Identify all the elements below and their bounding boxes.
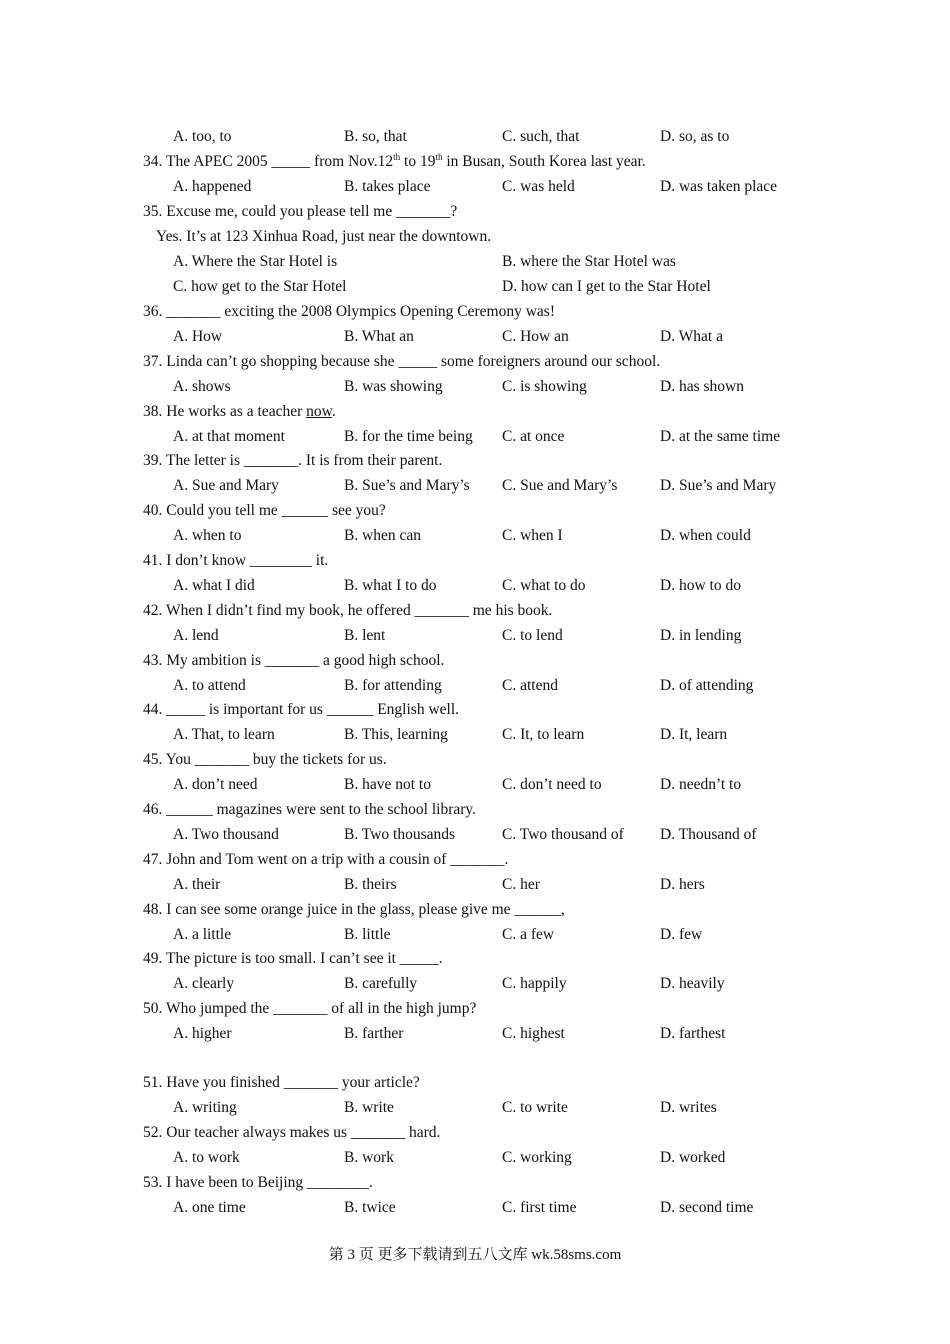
q48-option-a: A. a little [173,926,232,943]
q53-option-b: B. twice [344,1199,396,1216]
q36-option-c: C. How an [502,328,569,345]
q33-option-b: B. so, that [344,128,407,145]
q47-option-d: D. hers [660,876,705,893]
q38-underlined-word: now [306,403,332,420]
q50-stem: 50. Who jumped the _______ of all in the high jump? [143,1000,477,1017]
q34-stem: 34. The APEC 2005 _____ from Nov.12th to 19th in Busan, South Korea last year. [143,152,646,170]
q49-option-d: D. heavily [660,975,725,992]
q43-option-a: A. to attend [173,677,246,694]
q53-option-d: D. second time [660,1199,754,1216]
q46-option-b: B. Two thousands [344,826,456,843]
q47-option-a: A. their [173,876,221,893]
q47-option-b: B. theirs [344,876,397,893]
q35-option-b: B. where the Star Hotel was [502,253,676,270]
q36-option-a: A. How [173,328,223,345]
q43-stem: 43. My ambition is _______ a good high school. [143,652,445,669]
q46-option-c: C. Two thousand of [502,826,624,843]
q35-option-c: C. how get to the Star Hotel [173,278,347,295]
q47-option-c: C. her [502,876,540,893]
q46-option-d: D. Thousand of [660,826,757,843]
q48-stem: 48. I can see some orange juice in the glass, please give me ______, [143,901,565,918]
q35-stem: 35. Excuse me, could you please tell me _______? [143,203,458,220]
q35-option-a: A. Where the Star Hotel is [173,253,338,270]
q34-option-d: D. was taken place [660,178,778,195]
q52-option-a: A. to work [173,1149,240,1166]
q40-option-c: C. when I [502,527,563,544]
q34-option-b: B. takes place [344,178,431,195]
q50-option-b: B. farther [344,1025,404,1042]
q33-option-d: D. so, as to [660,128,730,145]
q42-stem: 42. When I didn’t find my book, he offered _______ me his book. [143,602,553,619]
q39-option-a: A. Sue and Mary [173,477,279,494]
q45-option-d: D. needn’t to [660,776,742,793]
q52-option-b: B. work [344,1149,394,1166]
q44-option-d: D. It, learn [660,726,728,743]
q46-stem: 46. ______ magazines were sent to the school library. [143,801,477,818]
q49-stem: 49. The picture is too small. I can’t see it _____. [143,950,443,967]
q41-stem: 41. I don’t know ________ it. [143,552,329,569]
q38-option-a: A. at that moment [173,428,285,445]
q49-option-b: B. carefully [344,975,418,992]
q46-option-a: A. Two thousand [173,826,279,843]
q33-option-c: C. such, that [502,128,580,145]
q51-option-b: B. write [344,1099,394,1116]
q52-stem: 52. Our teacher always makes us _______ hard. [143,1124,441,1141]
q42-option-c: C. to lend [502,627,563,644]
page-footer: 第 3 页 更多下载请到五八文库 wk.58sms.com [328,1247,622,1263]
q53-option-c: C. first time [502,1199,577,1216]
q48-option-d: D. few [660,926,703,943]
q44-option-a: A. That, to learn [173,726,275,743]
q36-stem: 36. _______ exciting the 2008 Olympics Opening Ceremony was! [143,303,555,320]
q39-option-c: C. Sue and Mary’s [502,477,618,494]
q53-stem: 53. I have been to Beijing ________. [143,1174,373,1191]
q40-option-d: D. when could [660,527,751,544]
q40-option-b: B. when can [344,527,422,544]
q45-option-c: C. don’t need to [502,776,602,793]
q39-option-b: B. Sue’s and Mary’s [344,477,470,494]
q38-option-b: B. for the time being [344,428,473,445]
q52-option-d: D. worked [660,1149,726,1166]
q36-option-b: B. What an [344,328,414,345]
q37-option-c: C. is showing [502,378,587,395]
q42-option-a: A. lend [173,627,219,644]
q44-option-c: C. It, to learn [502,726,585,743]
q38-stem: 38. He works as a teacher now. [143,403,336,420]
q51-option-c: C. to write [502,1099,568,1116]
q39-option-d: D. Sue’s and Mary [660,477,777,494]
q53-option-a: A. one time [173,1199,246,1216]
q45-stem: 45. You _______ buy the tickets for us. [143,751,387,768]
q49-option-a: A. clearly [173,975,235,992]
q47-stem: 47. John and Tom went on a trip with a cousin of _______. [143,851,509,868]
q35-option-d: D. how can I get to the Star Hotel [502,278,711,295]
q41-option-b: B. what I to do [344,577,437,594]
q51-stem: 51. Have you finished _______ your article? [143,1074,420,1091]
q48-option-c: C. a few [502,926,555,943]
q50-option-c: C. highest [502,1025,565,1042]
q37-option-a: A. shows [173,378,231,395]
q49-option-c: C. happily [502,975,567,992]
q50-option-d: D. farthest [660,1025,726,1042]
q40-stem: 40. Could you tell me ______ see you? [143,502,386,519]
q37-option-b: B. was showing [344,378,443,395]
q33-option-a: A. too, to [173,128,232,145]
q42-option-b: B. lent [344,627,386,644]
q52-option-c: C. working [502,1149,572,1166]
q43-option-d: D. of attending [660,677,754,694]
q43-option-b: B. for attending [344,677,442,694]
q42-option-d: D. in lending [660,627,742,644]
q35-reply: Yes. It’s at 123 Xinhua Road, just near the downtown. [156,228,492,245]
q37-stem: 37. Linda can’t go shopping because she _____ some foreigners around our school. [143,353,661,370]
q51-option-a: A. writing [173,1099,237,1116]
q39-stem: 39. The letter is _______. It is from their parent. [143,452,443,469]
q51-option-d: D. writes [660,1099,717,1116]
q38-option-d: D. at the same time [660,428,781,445]
q44-option-b: B. This, learning [344,726,448,743]
q34-option-a: A. happened [173,178,252,195]
q41-option-c: C. what to do [502,577,586,594]
q44-stem: 44. _____ is important for us ______ English well. [143,701,460,718]
q41-option-a: A. what I did [173,577,255,594]
q38-option-c: C. at once [502,428,565,445]
q41-option-d: D. how to do [660,577,741,594]
q45-option-a: A. don’t need [173,776,258,793]
q36-option-d: D. What a [660,328,723,345]
q43-option-c: C. attend [502,677,558,694]
q48-option-b: B. little [344,926,391,943]
q45-option-b: B. have not to [344,776,431,793]
q50-option-a: A. higher [173,1025,232,1042]
q37-option-d: D. has shown [660,378,744,395]
q40-option-a: A. when to [173,527,242,544]
q34-option-c: C. was held [502,178,575,195]
